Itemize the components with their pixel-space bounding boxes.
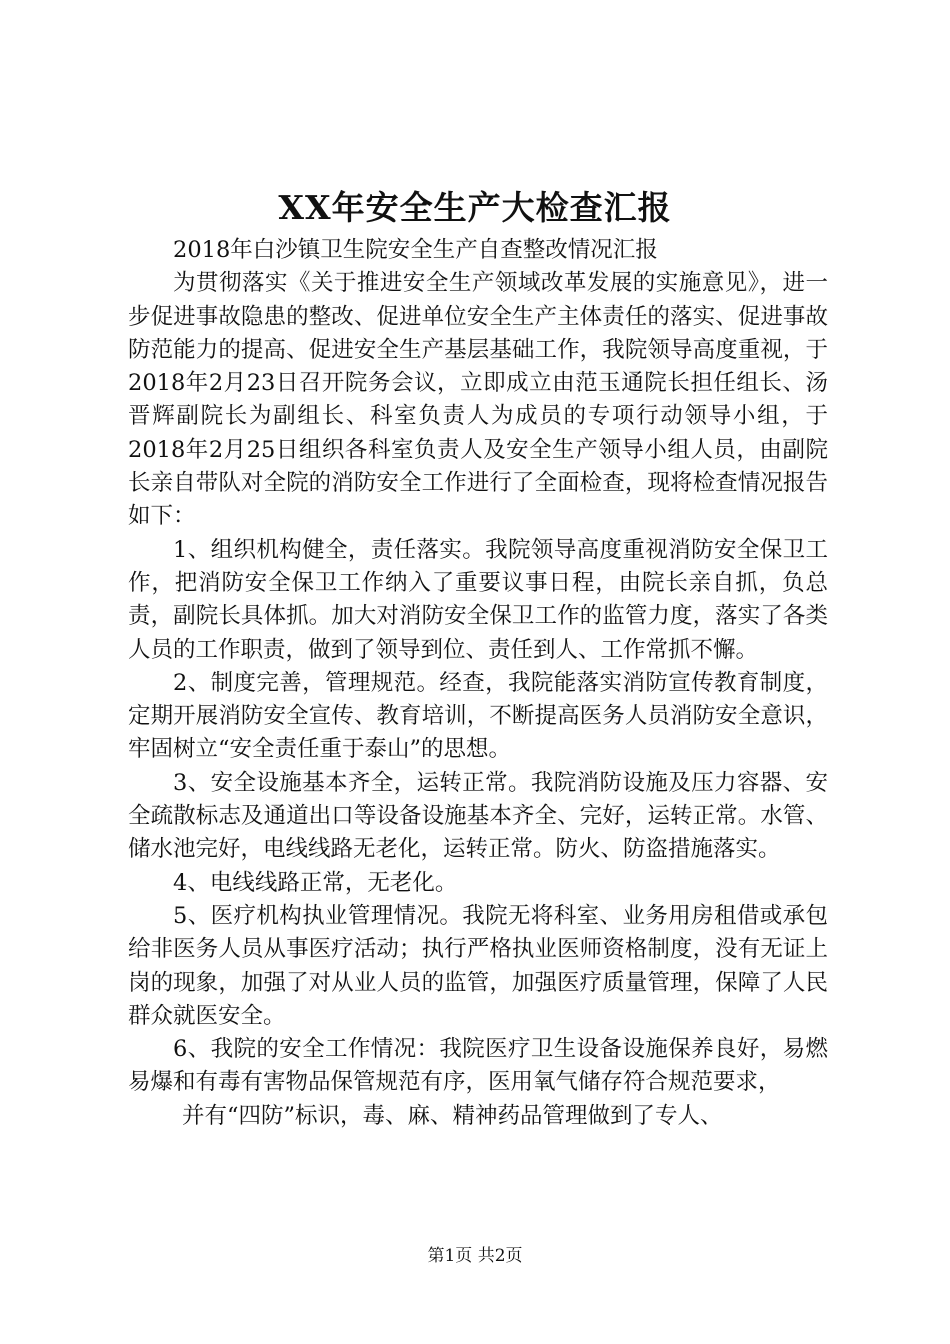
item-3-paragraph: 3、安全设施基本齐全，运转正常。我院消防设施及压力容器、安全疏散标志及通道出口等设备设施基本齐全、完好，运转正常。水管、储水池完好，电线线路无老化，运转正常。防火、防盗措施落实。 [128,769,828,863]
item-4-paragraph: 4、电线线路正常，无老化。 [173,869,458,896]
document-subtitle: 2018年白沙镇卫生院安全生产自查整改情况汇报 [173,237,658,263]
intro-paragraph: 为贯彻落实《关于推进安全生产领域改革发展的实施意见》，进一步促进事故隐患的整改、促进单位安全生产主体责任的落实、促进事故防范能力的提高、促进安全生产基层基础工作，我院领导高度重视，于2018年2月23日召开院务会议，立即成立由范玉通院长担任组长、汤晋辉副院长为副组长、科室负责人为成员的专项行动领导小组，于2018年2月25日组织各科室负责人及安全生产领导小组人员，由副院长亲自带队对全院的消防安全工作进行了全面检查，现将检查情况报告如下： [128,270,828,530]
item-2-paragraph: 2、制度完善，管理规范。经查，我院能落实消防宣传教育制度，定期开展消防安全宣传、教育培训，不断提高医务人员消防安全意识，牢固树立“安全责任重于泰山”的思想。 [128,669,828,763]
item-6-paragraph: 6、我院的安全工作情况：我院医疗卫生设备设施保养良好，易燃易爆和有毒有害物品保管规范有序，医用氧气储存符合规范要求， [128,1036,828,1096]
document-title: XX年安全生产大检查汇报 [278,188,672,227]
continuation-paragraph: 并有“四防”标识，毒、麻、精神药品管理做到了专人、 [182,1102,723,1129]
item-1-paragraph: 1、组织机构健全，责任落实。我院领导高度重视消防安全保卫工作，把消防安全保卫工作纳入了重要议事日程，由院长亲自抓，负总责，副院长具体抓。加大对消防安全保卫工作的监管力度，落实了各类人员的工作职责，做到了领导到位、责任到人、工作常抓不懈。 [128,536,828,663]
page-number-footer: 第1页 共2页 [427,1246,523,1266]
item-5-paragraph: 5、医疗机构执业管理情况。我院无将科室、业务用房租借或承包给非医务人员从事医疗活动；执行严格执业医师资格制度，没有无证上岗的现象，加强了对从业人员的监管，加强医疗质量管理，保障了人民群众就医安全。 [128,902,828,1029]
document-body [128,234,828,1133]
